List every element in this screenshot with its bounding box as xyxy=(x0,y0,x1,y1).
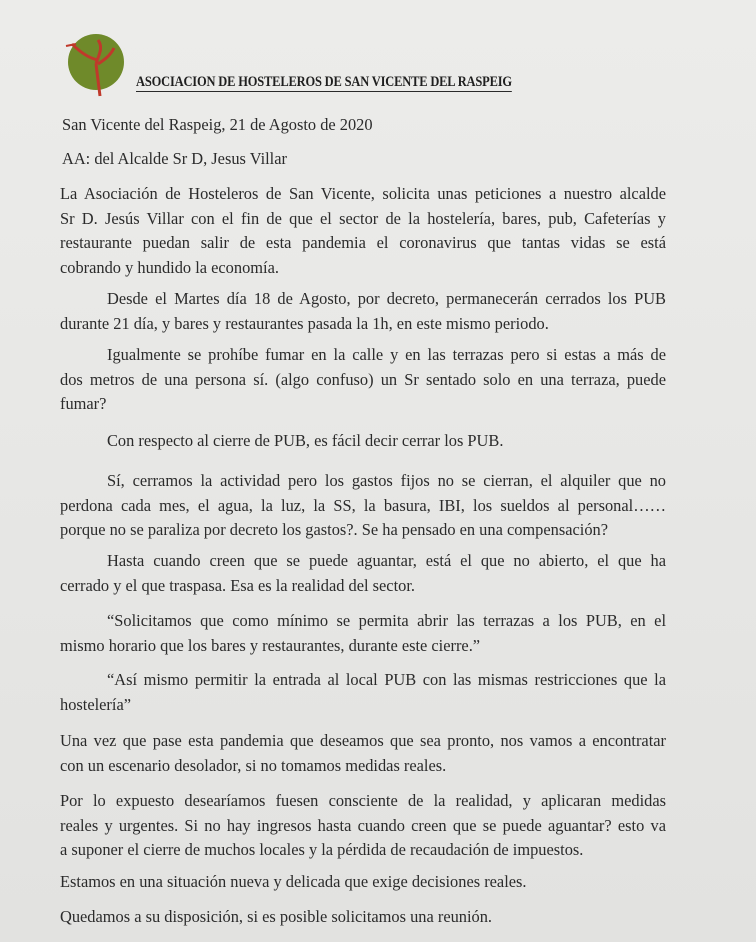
paragraph-pub-closure xyxy=(60,429,666,454)
paragraph-new-situation xyxy=(60,870,666,895)
association-logo-icon xyxy=(58,26,136,104)
paragraph-line: porque no se paraliza por decreto los gastos?. Se ha pensado en una compensación? xyxy=(60,520,608,539)
paragraph-line: Por lo expuesto desearíamos fuesen consciente de la realidad, y aplicaran medidas xyxy=(60,791,666,810)
paragraph-line: Una vez que pase esta pandemia que deseamos que sea pronto, nos vamos a encontratar xyxy=(60,731,666,750)
paragraph-line: a suponer el cierre de muchos locales y la pérdida de recaudación de impuestos. xyxy=(60,840,584,859)
paragraph-line: cobrando y hundido la economía. xyxy=(60,257,279,277)
paragraph-line: dos metros de una persona sí. (algo confuso) un Sr sentado solo en una terraza, puede xyxy=(60,369,666,389)
paragraph-line: restaurante puedan salir de esta pandemia el coronavirus que tantas vidas se está xyxy=(60,233,666,252)
paragraph-line: Sí, cerramos la actividad pero los gastos fijos no se cierran, el alquiler que no xyxy=(107,471,666,490)
paragraph-line: La Asociación de Hosteleros de San Vicente, solicita unas peticiones a nuestro alcalde xyxy=(60,184,666,203)
paragraph-line: mismo horario que los bares y restaurantes, durante este cierre.” xyxy=(60,635,481,655)
paragraph-line: fumar? xyxy=(60,394,107,413)
paragraph-line: Estamos en una situación nueva y delicada que exige decisiones reales. xyxy=(60,872,527,891)
paragraph-line: hostelería” xyxy=(60,694,131,714)
paragraph-after-pandemic xyxy=(60,729,666,778)
paragraph-intro xyxy=(60,182,666,280)
paragraph-sector-reality xyxy=(60,549,666,598)
paragraph-line: Quedamos a su disposición, si es posible solicitamos una reunión. xyxy=(60,907,493,926)
paragraph-line: Hasta cuando creen que se puede aguantar, está el que no abierto, el que ha xyxy=(107,551,666,570)
paragraph-line: durante 21 día, y bares y restaurantes pasada la 1h, en este mismo periodo. xyxy=(60,313,549,333)
paragraph-line: reales y urgentes. Si no hay ingresos hasta cuando creen que se puede aguantar? esto va xyxy=(60,815,666,835)
paragraph-closure-decree xyxy=(60,287,666,336)
paragraph-line: “Solicitamos que como mínimo se permita abrir las terrazas a los PUB, en el xyxy=(107,611,666,630)
paragraph-line: Sr D. Jesús Villar con el fin de que el sector de la hostelería, bares, pub, Cafeterías y xyxy=(60,208,666,228)
paragraph-line: con un escenario desolador, si no tomamos medidas reales. xyxy=(60,755,447,775)
paragraph-smoking xyxy=(60,343,666,417)
date-line: San Vicente del Raspeig, 21 de Agosto de 2020 xyxy=(62,115,373,134)
paragraph-line: Igualmente se prohíbe fumar en la calle y en las terrazas pero si estas a más de xyxy=(107,345,666,364)
paragraph-fixed-costs xyxy=(60,469,666,543)
organization-title: ASOCIACION DE HOSTELEROS DE SAN VICENTE DEL RASPEIG xyxy=(136,74,512,90)
paragraph-request-terraces xyxy=(60,609,666,658)
paragraph-line: perdona cada mes, el agua, la luz, la SS, la basura, IBI, los sueldos al personal…… xyxy=(60,495,666,515)
paragraph-urgent-measures xyxy=(60,789,666,863)
addressee-line: AA: del Alcalde Sr D, Jesus Villar xyxy=(62,149,287,168)
paragraph-closing xyxy=(60,905,666,930)
paragraph-line: Desde el Martes día 18 de Agosto, por decreto, permanecerán cerrados los PUB xyxy=(107,289,666,308)
paragraph-request-entry xyxy=(60,668,666,717)
paragraph-line: “Así mismo permitir la entrada al local PUB con las mismas restricciones que la xyxy=(107,670,666,689)
paragraph-line: cerrado y el que traspasa. Esa es la realidad del sector. xyxy=(60,575,415,595)
paragraph-line: Con respecto al cierre de PUB, es fácil decir cerrar los PUB. xyxy=(107,431,504,450)
